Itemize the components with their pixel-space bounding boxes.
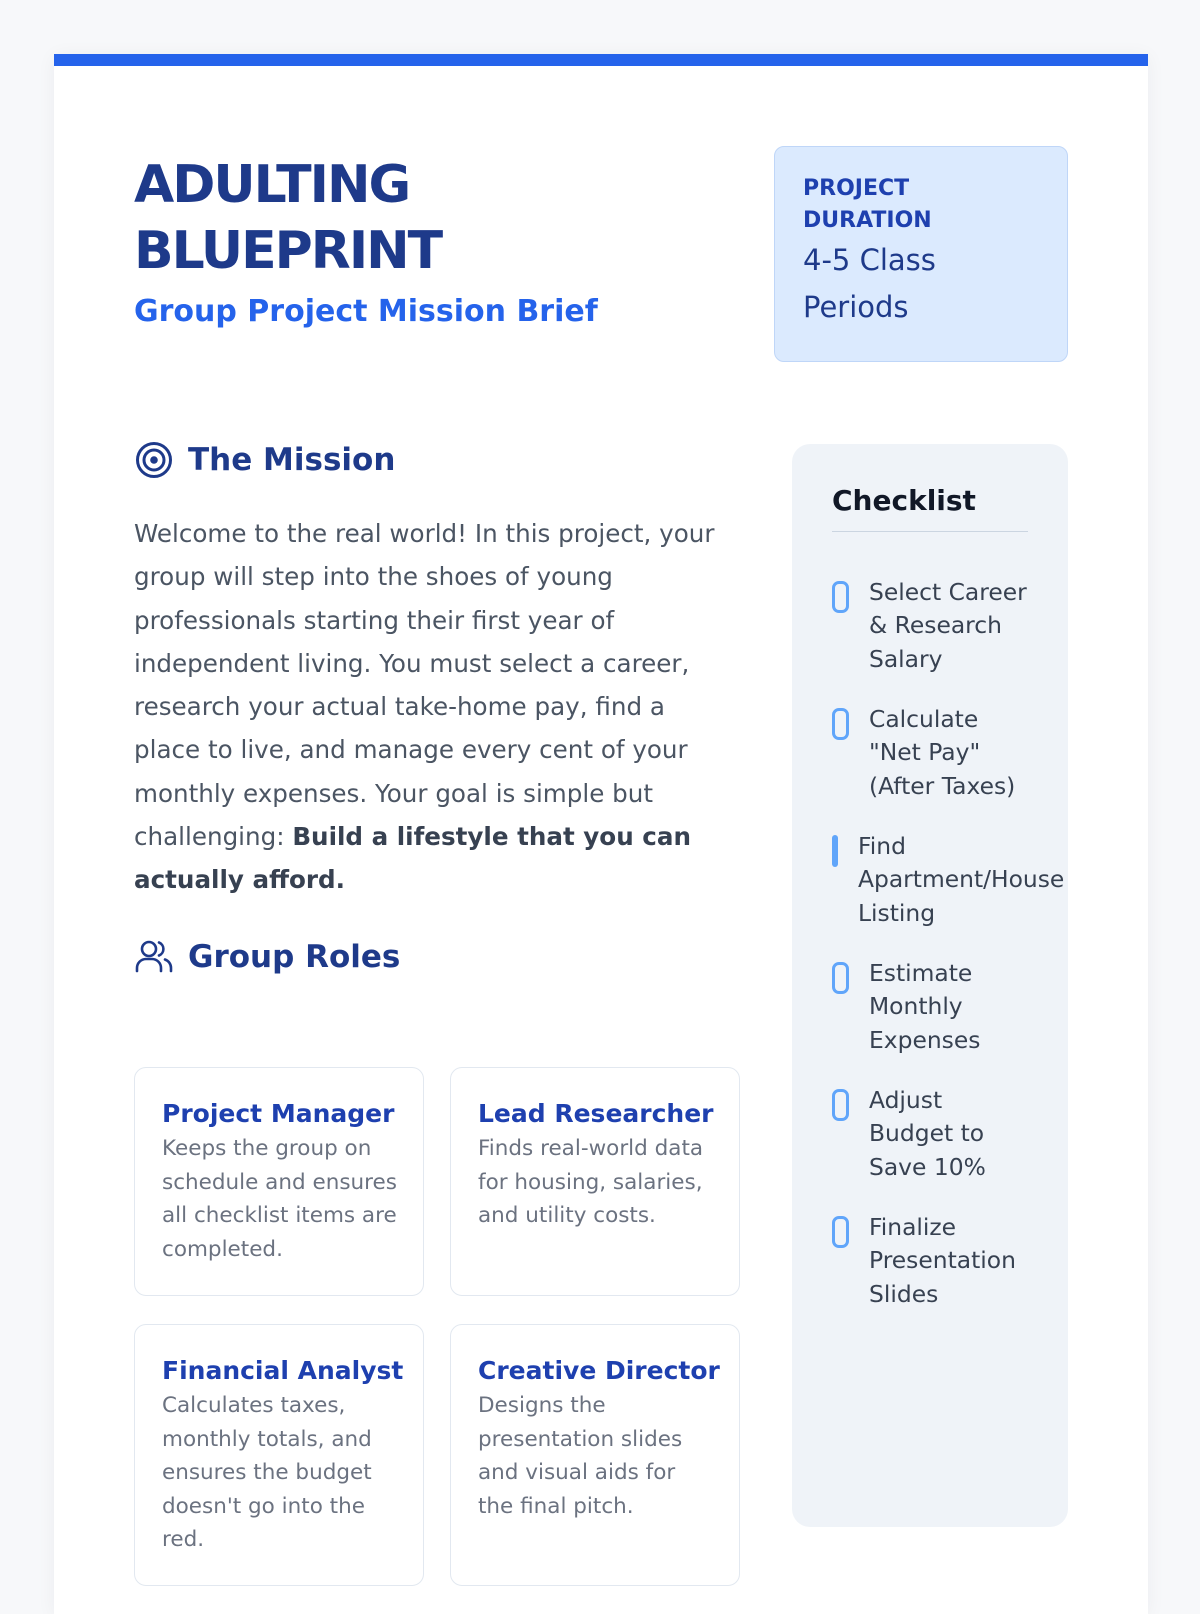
label-line: Adjust <box>869 1086 943 1114</box>
checklist-item[interactable] <box>832 576 1027 676</box>
label-line: Expenses <box>869 1025 981 1054</box>
checklist-panel <box>792 444 1068 1527</box>
label-line: Presentation <box>869 1246 1016 1275</box>
role-description: Designs the presentation slides and visual aids for the final pitch. <box>478 1393 683 1519</box>
label-line: Monthly <box>869 992 963 1021</box>
checklist-item-label <box>869 703 1015 803</box>
role-card-creative-director <box>450 1324 740 1586</box>
mission-heading <box>134 440 395 480</box>
checklist-title: Checklist <box>832 484 1028 532</box>
duration-value-line-2: Periods <box>803 290 909 324</box>
checklist-item-label <box>858 830 1064 930</box>
title-line-1: ADULTING <box>134 155 410 215</box>
mission-text: Welcome to the real world! In this project, your group will step into the shoes of young professionals starting their first year of independent living. You must select a career, research your actual take-home pay, find a place to live, and manage every cent of your monthly expenses. Your goal is simple but challenging: <box>134 519 715 852</box>
duration-label-line-2: DURATION <box>803 208 932 233</box>
checkbox[interactable] <box>832 1216 849 1248</box>
role-title: Lead Researcher <box>478 1099 714 1128</box>
role-card-lead-researcher <box>450 1067 740 1296</box>
target-icon <box>134 440 174 480</box>
roles-heading <box>134 937 400 977</box>
users-icon <box>134 937 174 977</box>
duration-value <box>803 237 1003 331</box>
label-line: Apartment/House <box>858 865 1065 894</box>
label-line: Listing <box>858 898 936 927</box>
label-line: Select Career <box>869 578 1027 606</box>
checklist-item[interactable] <box>832 703 1015 803</box>
role-title: Project Manager <box>162 1099 395 1128</box>
label-line: "Net Pay" <box>869 738 981 767</box>
checkbox[interactable] <box>832 962 849 994</box>
title-line-2: BLUEPRINT <box>134 221 442 281</box>
label-line: (After Taxes) <box>869 771 1016 800</box>
checklist-item-label <box>869 957 980 1057</box>
page-subtitle: Group Project Mission Brief <box>134 294 598 329</box>
checklist-item-label <box>869 1211 1016 1311</box>
duration-label-line-1: PROJECT <box>803 176 910 201</box>
label-line: Find <box>858 832 906 860</box>
label-line: Salary <box>869 644 943 673</box>
checklist-item-label <box>869 1084 986 1184</box>
roles-heading-label: Group Roles <box>188 939 401 975</box>
label-line: Budget to <box>869 1119 985 1148</box>
checklist-item[interactable] <box>832 1084 986 1184</box>
checklist-item[interactable] <box>832 957 980 1057</box>
role-card-financial-analyst <box>134 1324 424 1586</box>
label-line: Finalize <box>869 1213 957 1241</box>
duration-label <box>803 173 1003 237</box>
role-description: Finds real-world data for housing, salaries, and utility costs. <box>478 1136 704 1228</box>
page-title <box>134 152 654 284</box>
checklist-item[interactable] <box>832 1211 1016 1311</box>
role-card-project-manager <box>134 1067 424 1296</box>
mission-heading-label: The Mission <box>188 442 396 478</box>
mission-paragraph <box>134 512 734 902</box>
label-line: & Research <box>869 611 1002 640</box>
label-line: Calculate <box>869 705 979 733</box>
mission-brief-page <box>54 54 1148 1614</box>
role-title: Creative Director <box>478 1356 720 1385</box>
label-line: Save 10% <box>869 1152 986 1181</box>
checkbox[interactable] <box>832 581 849 613</box>
label-line: Estimate <box>869 959 973 987</box>
role-description: Calculates taxes, monthly totals, and ensures the budget doesn't go into the red. <box>162 1393 372 1552</box>
project-duration-card <box>774 146 1068 362</box>
label-line: Slides <box>869 1279 939 1308</box>
checklist-item[interactable] <box>832 830 1064 930</box>
checklist-item-label <box>869 576 1027 676</box>
checkbox[interactable] <box>832 708 849 740</box>
role-description: Keeps the group on schedule and ensures all checklist items are completed. <box>162 1136 397 1262</box>
mission-emphasis: Build a lifestyle that you can actually afford. <box>134 822 691 895</box>
duration-value-line-1: 4-5 Class <box>803 243 936 277</box>
checkbox[interactable] <box>832 1089 849 1121</box>
role-title: Financial Analyst <box>162 1356 404 1385</box>
checkbox[interactable] <box>832 835 838 867</box>
